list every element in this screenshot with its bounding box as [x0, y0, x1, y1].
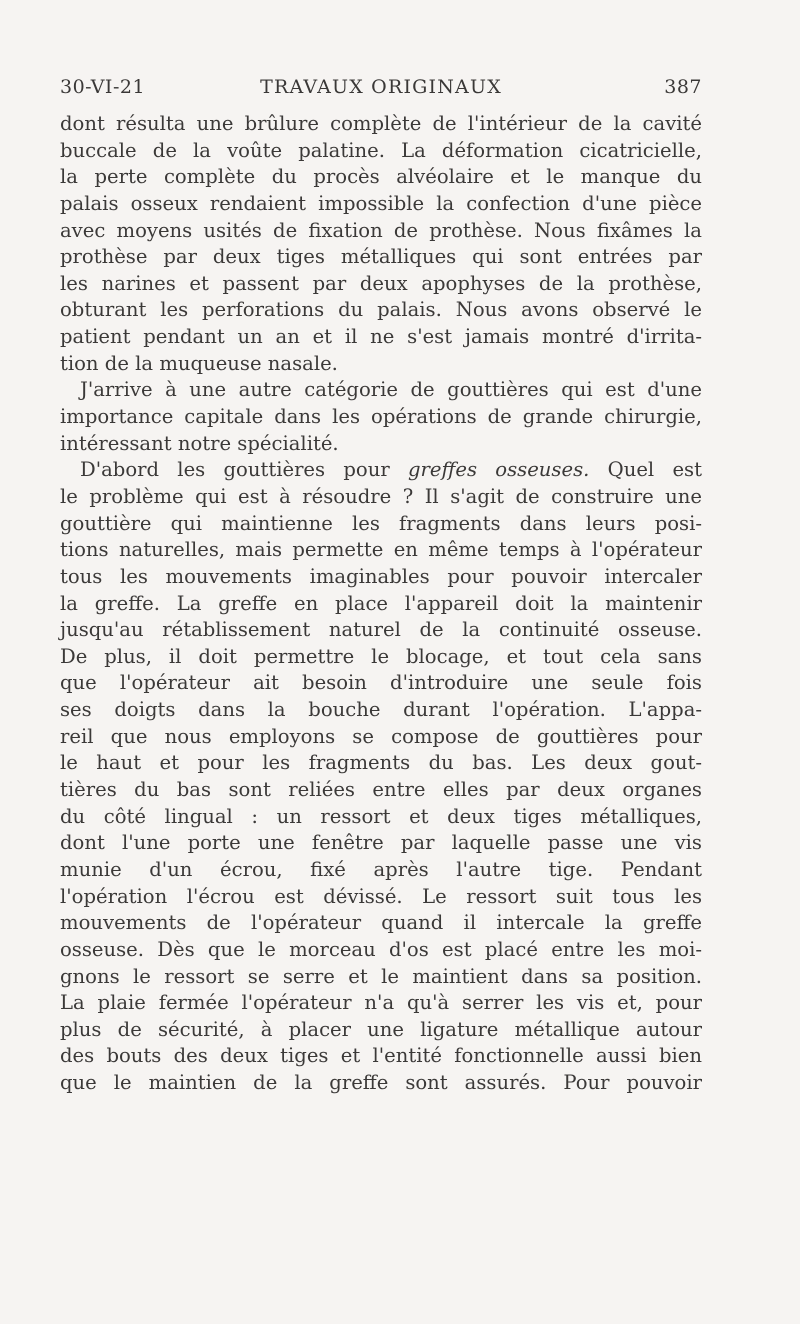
text-line: mouvements de l'opérateur quand il intercale la greffe [60, 911, 702, 935]
text-line: gnons le ressort se serre et le maintient dans sa position. [60, 964, 702, 988]
text-line: les narines et passent par deux apophyses de la prothèse, [60, 271, 702, 295]
line-lead-text: D'abord les gouttières pour [80, 458, 390, 482]
text-line: tion de la muqueuse nasale. [60, 351, 338, 375]
text-line: importance capitale dans les opérations de grande chirurgie, [60, 405, 702, 429]
text-line: le haut et pour les fragments du bas. Les deux gout- [60, 751, 702, 775]
text-line: la greffe. La greffe en place l'appareil doit la maintenir [60, 591, 702, 615]
text-line: prothèse par deux tiges métalliques qui sont entrées par [60, 245, 702, 269]
text-line: dont l'une porte une fenêtre par laquelle passe une vis [60, 831, 702, 855]
text-line: ses doigts dans la bouche durant l'opération. L'appa- [60, 698, 702, 722]
paragraph-first-line: J'arrive à une autre catégorie de gouttières qui est d'une [80, 378, 702, 402]
text-line: des bouts des deux tiges et l'entité fonctionnelle aussi bien [60, 1044, 702, 1068]
text-line: plus de sécurité, à placer une ligature métallique autour [60, 1017, 702, 1041]
text-line: du côté lingual : un ressort et deux tiges métalliques, [60, 804, 702, 828]
text-line: tières du bas sont reliées entre elles par deux organes [60, 778, 702, 802]
text-line: palais osseux rendaient impossible la confection d'une pièce [60, 191, 702, 215]
text-line: tous les mouvements imaginables pour pouvoir intercaler [60, 564, 702, 588]
text-line: obturant les perforations du palais. Nous avons observé le [60, 298, 702, 322]
text-line: la perte complète du procès alvéolaire et le manque du [60, 165, 702, 189]
text-line: osseuse. Dès que le morceau d'os est placé entre les moi- [60, 937, 702, 961]
text-line: dont résulta une brûlure complète de l'intérieur de la cavité [60, 112, 702, 135]
issue-date: 30-VI-21 [60, 76, 146, 98]
line-tail-text: Quel est [589, 458, 702, 482]
paragraph-first-line [60, 457, 702, 484]
text-line: l'opération l'écrou est dévissé. Le ressort suit tous les [60, 884, 702, 908]
running-header [60, 76, 702, 102]
text-line: tions naturelles, mais permette en même temps à l'opérateur [60, 538, 702, 562]
italic-phrase: greffes osseuses. [407, 458, 590, 482]
text-line: munie d'un écrou, fixé après l'autre tige. Pendant [60, 857, 702, 881]
text-line: reil que nous employons se compose de gouttières pour [60, 724, 702, 748]
text-line: patient pendant un an et il ne s'est jamais montré d'irrita- [60, 325, 702, 349]
text-line: que le maintien de la greffe sont assurés. Pour pouvoir [60, 1071, 702, 1095]
section-title: TRAVAUX ORIGINAUX [260, 76, 502, 98]
text-line: le problème qui est à résoudre ? Il s'agit de construire une [60, 484, 702, 508]
text-line: buccale de la voûte palatine. La déformation cicatricielle, [60, 138, 702, 162]
text-line: De plus, il doit permettre le blocage, et tout cela sans [60, 644, 702, 668]
text-line: que l'opérateur ait besoin d'introduire une seule fois [60, 671, 702, 695]
text-line: avec moyens usités de fixation de prothèse. Nous fixâmes la [60, 218, 702, 242]
text-line: intéressant notre spécialité. [60, 431, 339, 455]
text-line: gouttière qui maintienne les fragments dans leurs posi- [60, 511, 702, 535]
text-line: La plaie fermée l'opérateur n'a qu'à serrer les vis et, pour [60, 991, 702, 1015]
body-text [60, 111, 702, 1097]
page-number: 387 [664, 76, 702, 98]
text-line: jusqu'au rétablissement naturel de la continuité osseuse. [60, 618, 702, 642]
